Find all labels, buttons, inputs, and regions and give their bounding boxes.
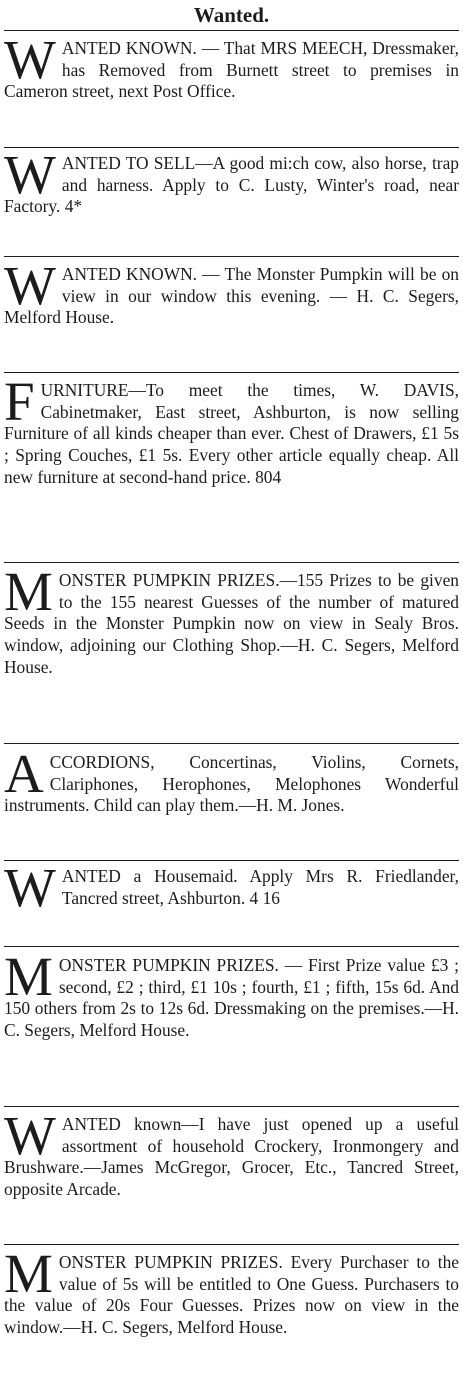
divider: [4, 256, 459, 257]
ad-text: URNITURE—To meet the times, W. DAVIS, Cabinetmaker, East street, Ashburton, is now selling Furniture of all kinds cheaper than ever. Chest of Drawers, £1 5s ; Spring Couches, £1 5s. Every other article equally cheap. All new furniture at second-hand price. 804: [4, 380, 459, 487]
ad-text: ONSTER PUMPKIN PRIZES. — First Prize value £3 ; second, £2 ; third, £1 10s ; fourth, £1 ; fifth, 15s 6d. And 150 others from 2s to 12s 6d. Dressmaking on the premises.—H. C. Segers, Melford House.: [4, 955, 459, 1041]
ad-text: ANTED KNOWN. — That MRS MEECH, Dressmaker, has Removed from Burnett street to premises in Cameron street, next Post Office.: [4, 38, 459, 102]
ad-text: ANTED KNOWN. — The Monster Pumpkin will be on view in our window this evening. — H. C. Segers, Melford House.: [4, 264, 459, 328]
drop-cap: F: [4, 380, 35, 432]
ad-pumpkin-guesses: [4, 1252, 459, 1396]
ad-text: CCORDIONS, Concertinas, Violins, Cornets, Clariphones, Herophones, Melophones Wonderful instruments. Child can play them.—H. M. Jones.: [4, 752, 459, 816]
ad-monster-pumpkin-view: [4, 264, 459, 368]
divider: [4, 743, 459, 744]
section-heading: Wanted.: [193, 3, 270, 27]
drop-cap: W: [4, 153, 56, 205]
ad-meech-dressmaker: [4, 38, 459, 142]
ad-pumpkin-first-prize: [4, 955, 459, 1100]
ad-text: ONSTER PUMPKIN PRIZES. Every Purchaser to the value of 5s will be entitled to One Guess. Purchasers to the value of 20s Four Guesses. Prizes now on view in the window.—H. C. Segers, Melford House.: [4, 1252, 459, 1338]
ad-text: ANTED a Housemaid. Apply Mrs R. Friedlander, Tancred street, Ashburton. 4 16: [61, 866, 459, 908]
divider: [4, 147, 459, 148]
drop-cap: W: [4, 38, 56, 90]
divider: [4, 562, 459, 563]
divider: [4, 860, 459, 861]
ad-housemaid-wanted: [4, 866, 459, 941]
drop-cap: A: [4, 752, 44, 804]
divider: [4, 1106, 459, 1107]
drop-cap: W: [4, 264, 56, 316]
ad-pumpkin-prizes-155: [4, 570, 459, 740]
drop-cap: M: [4, 1252, 53, 1304]
drop-cap: M: [4, 570, 53, 622]
ad-text: ANTED TO SELL—A good mi:ch cow, also horse, trap and harness. Apply to C. Lusty, Winter's road, near Factory. 4*: [4, 153, 459, 217]
divider: [4, 30, 459, 31]
divider: [4, 946, 459, 947]
ad-mcgregor-crockery: [4, 1114, 459, 1234]
ad-furniture-davis: [4, 380, 459, 555]
ad-text: ANTED known—I have just opened up a useful assortment of household Crockery, Ironmongery and Brushware.—James McGregor, Grocer, Etc., Tancred Street, opposite Arcade.: [4, 1114, 459, 1200]
ad-accordions: [4, 752, 459, 860]
drop-cap: M: [4, 955, 53, 1007]
drop-cap: W: [4, 1114, 56, 1166]
divider: [4, 1244, 459, 1245]
ad-cow-for-sale: [4, 153, 459, 249]
drop-cap: W: [4, 866, 56, 918]
divider: [4, 372, 459, 373]
ad-text: ONSTER PUMPKIN PRIZES.—155 Prizes to be given to the 155 nearest Guesses of the number of matured Seeds in the Monster Pumpkin now on view in Sealy Bros. window, adjoining our Clothing Shop.—H. C. Segers, Melford House.: [4, 570, 459, 677]
